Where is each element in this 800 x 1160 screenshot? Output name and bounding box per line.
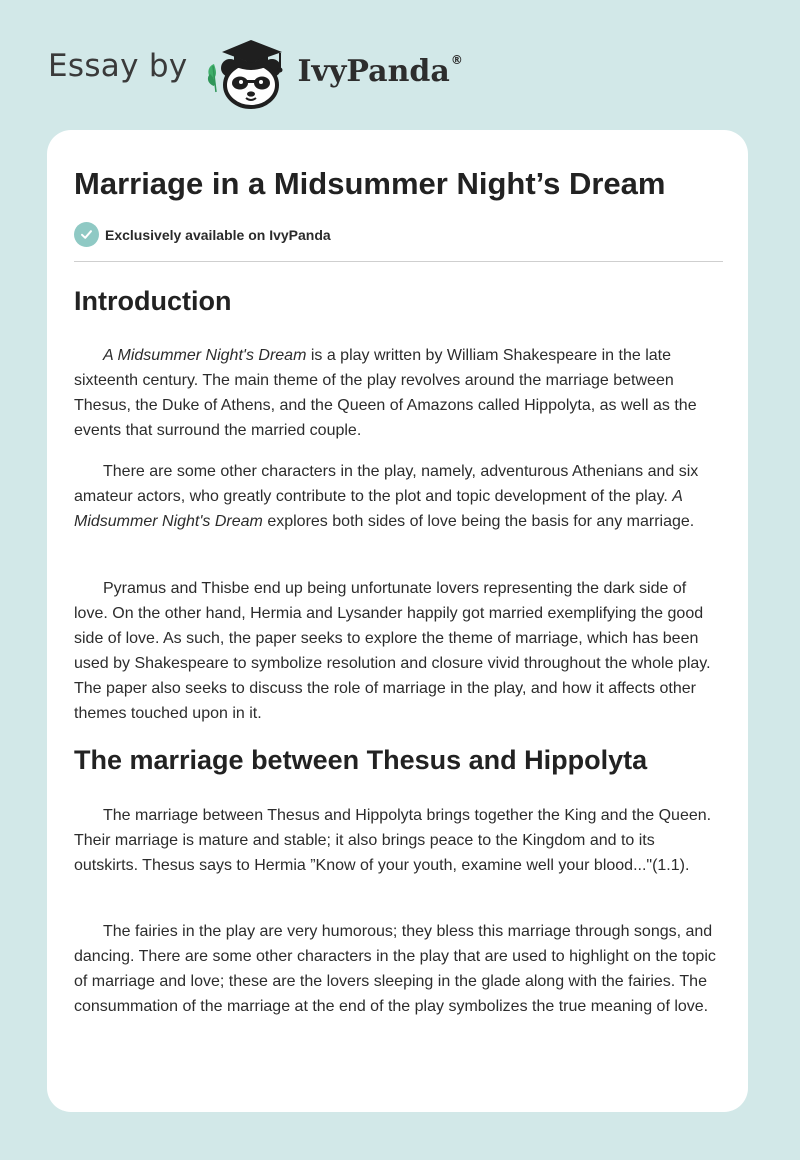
registered-mark: ® xyxy=(450,52,463,67)
exclusive-badge xyxy=(74,222,331,247)
page-title: Marriage in a Midsummer Night’s Dream xyxy=(74,166,666,201)
divider xyxy=(74,261,723,262)
italic-play-title: A Midsummer Night's Dream xyxy=(103,347,307,364)
paragraph-intro-1: A Midsummer Night's Dream is a play written by William Shakespeare in the late sixteenth century. The main theme of the play revolves around the marriage between Thesus, the Duke of Athens, and the Queen of Amazons called Hippolyta, as well as the events that surround the married couple. xyxy=(74,347,697,439)
brand-name[interactable]: IvyPanda® xyxy=(297,52,463,89)
paragraph-marriage-1: The marriage between Thesus and Hippolyta brings together the King and the Queen. Their marriage is mature and stable; it also brings peace to the Kingdom and to its outskirts. Thesus says to Hermia ”Know of your youth, examine well your blood..."(1.1). xyxy=(74,807,712,874)
paragraph-intro-2: There are some other characters in the play, namely, adventurous Athenians and six amateur actors, who greatly contribute to the plot and topic development of the play. A Midsummer Night's Dream explores both sides of love being the basis for any marriage. xyxy=(74,463,699,530)
essay-card xyxy=(47,130,748,1112)
brand-prefix: Essay by xyxy=(48,48,188,84)
paragraph-marriage-2: The fairies in the play are very humorous; they bless this marriage through songs, and dancing. There are some other characters in the play that are used to highlight on the topic of marriage and love; these are the lovers sleeping in the glade along with the fairies. The consummation of the marriage at the end of the play symbolizes the true meaning of love. xyxy=(74,923,716,1015)
site-header xyxy=(48,30,463,110)
italic-play-title: A Midsummer Night's Dream xyxy=(74,488,683,530)
paragraph-intro-3: Pyramus and Thisbe end up being unfortunate lovers representing the dark side of love. On the other hand, Hermia and Lysander happily got married exemplifying the good side of love. As such, the paper seeks to explore the theme of marriage, which has been used by Shakespeare to symbolize resolution and closure vivid throughout the whole play. The paper also seeks to discuss the role of marriage in the play, and how it affects other themes touched upon in it. xyxy=(74,580,711,722)
section-heading-marriage: The marriage between Thesus and Hippolyta xyxy=(74,745,648,775)
section-heading-introduction: Introduction xyxy=(74,286,232,316)
exclusive-label: Exclusively available on IvyPanda xyxy=(105,226,331,243)
panda-graduate-icon[interactable] xyxy=(204,30,296,110)
check-icon xyxy=(74,222,99,247)
